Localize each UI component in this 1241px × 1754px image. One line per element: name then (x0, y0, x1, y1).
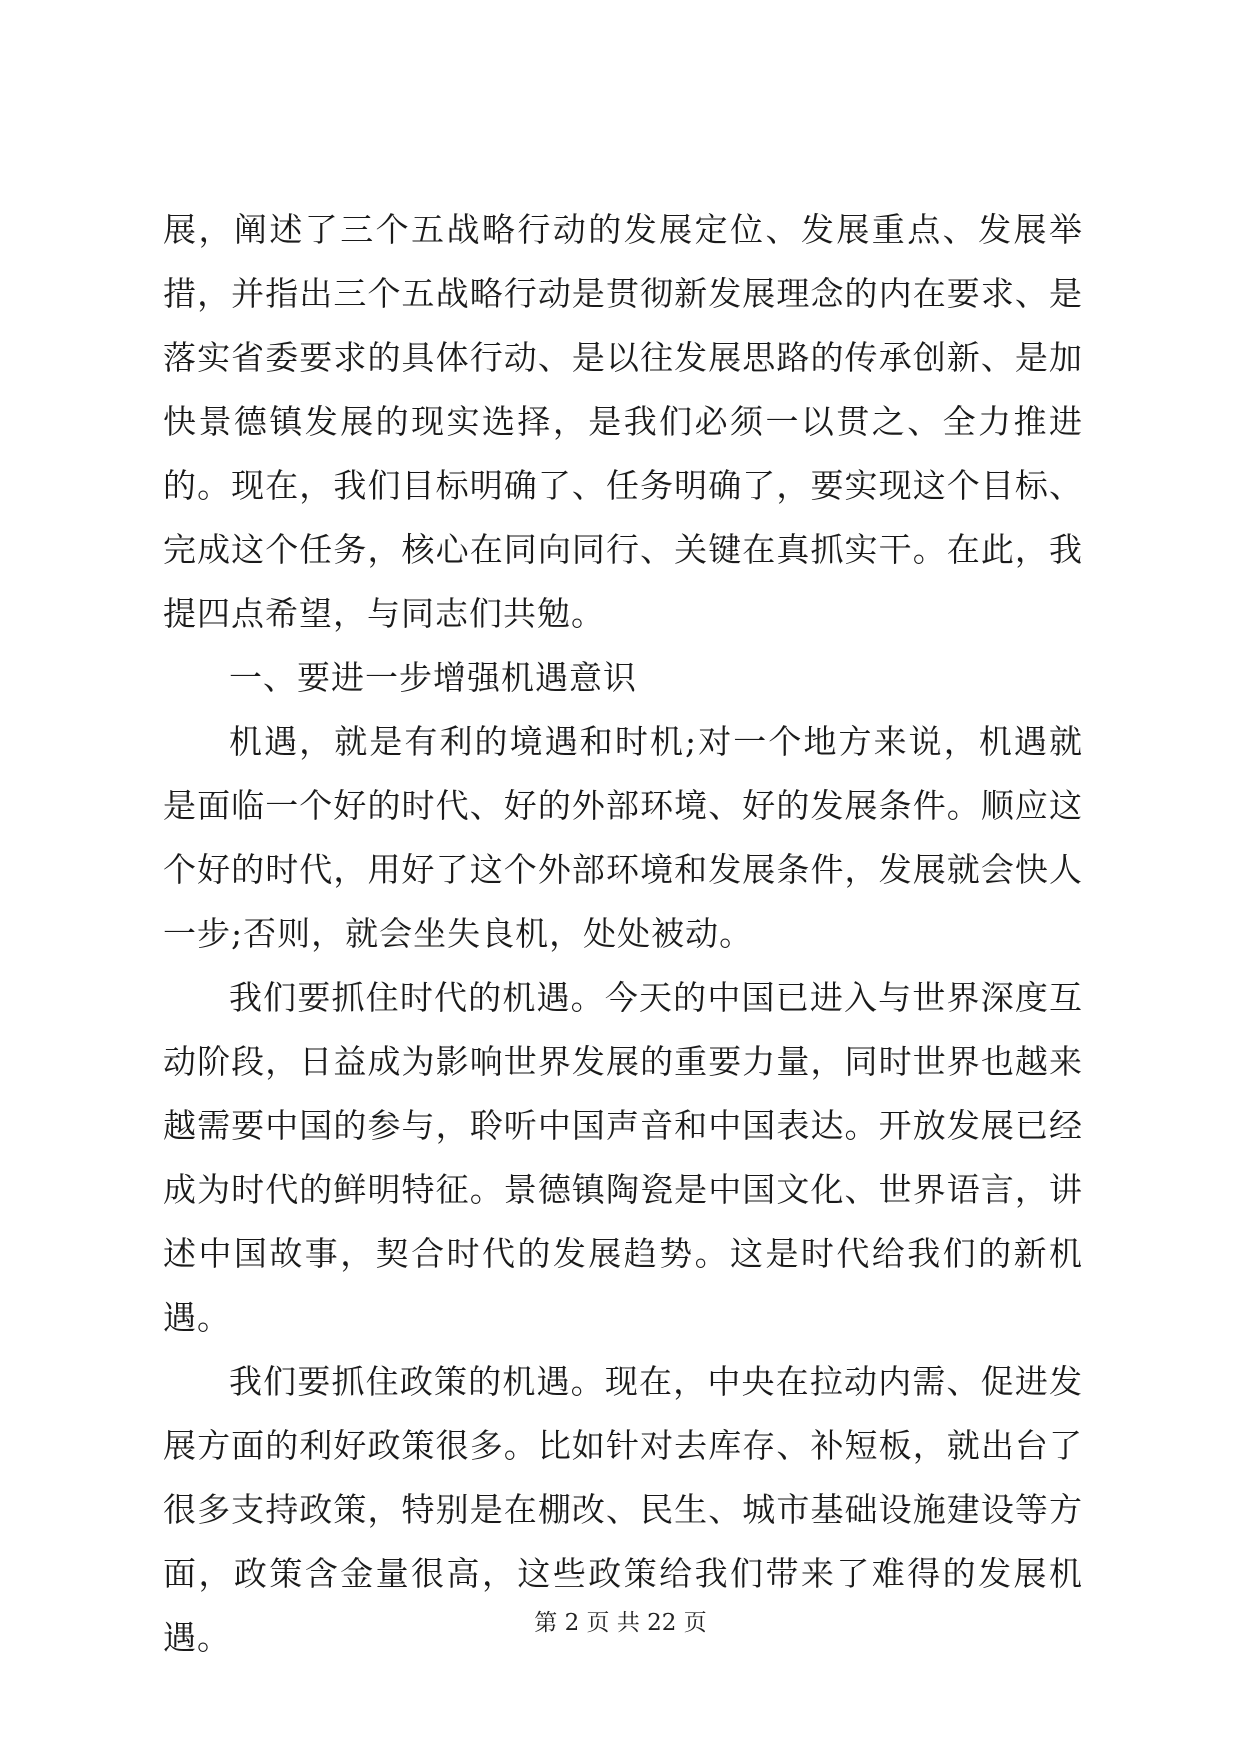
body-paragraph-4: 我们要抓住政策的机遇。现在，中央在拉动内需、促进发展方面的利好政策很多。比如针对去库存、补短板，就出台了很多支持政策，特别是在棚改、民生、城市基础设施建设等方面，政策含金量很高，这些政策给我们带来了难得的发展机遇。 (163, 1362, 1083, 1657)
body-paragraph-2: 机遇，就是有利的境遇和时机;对一个地方来说，机遇就是面临一个好的时代、好的外部环境、好的发展条件。顺应这个好的时代，用好了这个外部环境和发展条件，发展就会快人一步;否则，就会坐失良机，处处被动。 (163, 722, 1083, 953)
body-paragraph-1: 展，阐述了三个五战略行动的发展定位、发展重点、发展举措，并指出三个五战略行动是贯彻新发展理念的内在要求、是落实省委要求的具体行动、是以往发展思路的传承创新、是加快景德镇发展的现实选择，是我们必须一以贯之、全力推进的。现在，我们目标明确了、任务明确了，要实现这个目标、完成这个任务，核心在同向同行、关键在真抓实干。在此，我提四点希望，与同志们共勉。 (163, 210, 1083, 633)
document-body (163, 198, 1083, 1670)
body-paragraph-3: 我们要抓住时代的机遇。今天的中国已进入与世界深度互动阶段，日益成为影响世界发展的重要力量，同时世界也越来越需要中国的参与，聆听中国声音和中国表达。开放发展已经成为时代的鲜明特征。景德镇陶瓷是中国文化、世界语言，讲述中国故事，契合时代的发展趋势。这是时代给我们的新机遇。 (163, 978, 1083, 1337)
page-footer: 第 2 页 共 22 页 (534, 1610, 707, 1636)
section-heading-1: 一、要进一步增强机遇意识 (229, 658, 637, 697)
